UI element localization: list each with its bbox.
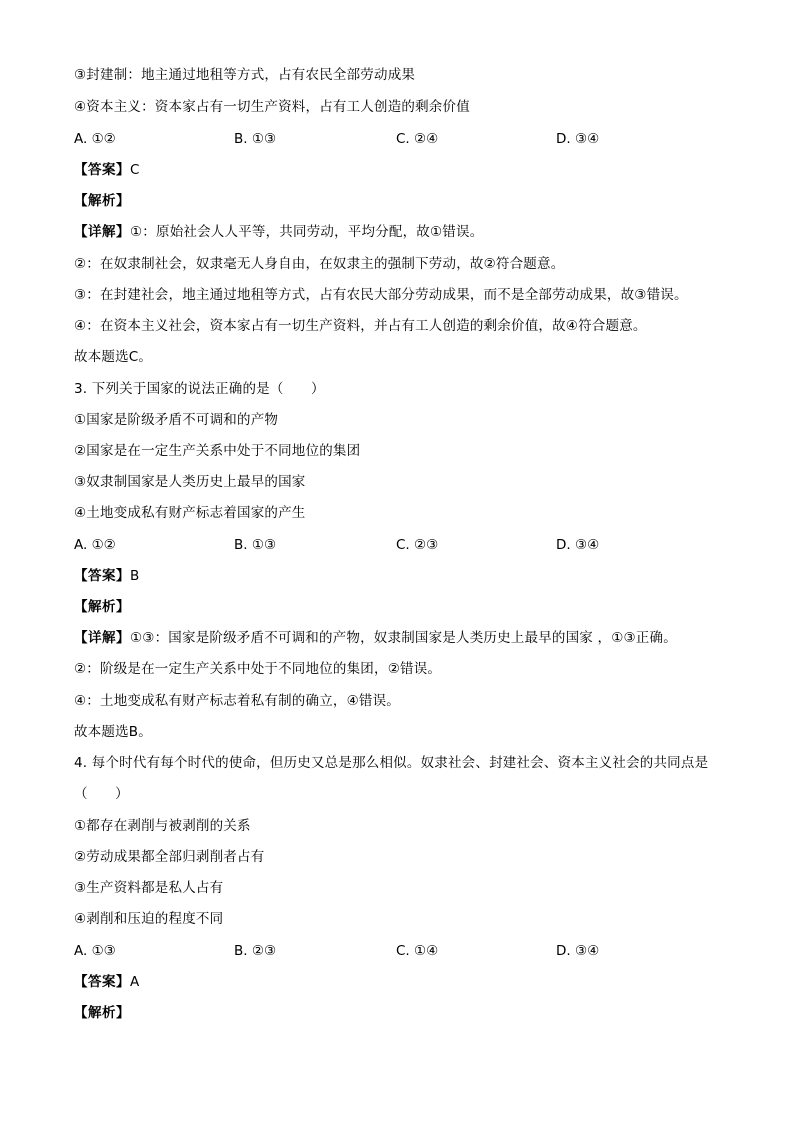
detail-text: ①③：国家是阶级矛盾不可调和的产物，奴隶制国家是人类历史上最早的国家 ，①③正确。 xyxy=(130,630,677,646)
q3-item-3: ③奴隶制国家是人类历史上最早的国家 xyxy=(74,474,306,490)
detail-tag: 【详解】 xyxy=(74,630,130,646)
q4-item-4: ④剥削和压迫的程度不同 xyxy=(74,911,224,927)
answer-value: C xyxy=(130,162,140,178)
q3-conclusion: 故本题选B。 xyxy=(74,724,152,740)
q3-stem: 3. 下列关于国家的说法正确的是（ ） xyxy=(74,381,325,397)
q3-detail-3: ④：土地变成私有财产标志着私有制的确立，④错误。 xyxy=(74,693,401,709)
q2-option-d: D. ③④ xyxy=(556,131,600,147)
q2-analysis-tag: 【解析】 xyxy=(74,193,130,209)
q3-item-4: ④土地变成私有财产标志着国家的产生 xyxy=(74,505,306,521)
q2-detail-1 xyxy=(74,223,483,241)
answer-tag: 【答案】 xyxy=(74,162,130,178)
q2-option-c: C. ②④ xyxy=(396,131,439,147)
detail-tag: 【详解】 xyxy=(74,224,130,240)
q4-option-a: A. ①③ xyxy=(74,943,116,959)
answer-value: B xyxy=(130,568,140,584)
q4-option-d: D. ③④ xyxy=(556,943,600,959)
detail-text: ①：原始社会人人平等，共同劳动，平均分配，故①错误。 xyxy=(130,224,484,240)
q2-conclusion: 故本题选C。 xyxy=(74,349,153,365)
q4-item-2: ②劳动成果都全部归剥削者占有 xyxy=(74,849,265,865)
q3-detail-1 xyxy=(74,629,677,647)
q4-option-c: C. ①④ xyxy=(396,943,439,959)
q3-item-1: ①国家是阶级矛盾不可调和的产物 xyxy=(74,412,279,428)
q2-detail-4: ④：在资本主义社会，资本家占有一切生产资料，并占有工人创造的剩余价值，故④符合题意。 xyxy=(74,318,647,334)
q4-analysis-tag: 【解析】 xyxy=(74,1005,130,1021)
q2-option-a: A. ①② xyxy=(74,131,116,147)
q4-item-1: ①都存在剥削与被剥削的关系 xyxy=(74,818,251,834)
q3-analysis-tag: 【解析】 xyxy=(74,599,130,615)
q3-option-a: A. ①② xyxy=(74,537,116,553)
q4-answer xyxy=(74,973,139,991)
q4-stem-cont: （ ） xyxy=(74,786,129,802)
q3-option-b: B. ①③ xyxy=(234,537,277,553)
q2-item-4: ④资本主义：资本家占有一切生产资料，占有工人创造的剩余价值 xyxy=(74,99,470,115)
answer-value: A xyxy=(130,974,140,990)
q3-answer xyxy=(74,567,139,585)
q3-option-c: C. ②③ xyxy=(396,537,439,553)
answer-tag: 【答案】 xyxy=(74,974,130,990)
q3-item-2: ②国家是在一定生产关系中处于不同地位的集团 xyxy=(74,443,361,459)
q2-option-b: B. ①③ xyxy=(234,131,277,147)
q3-option-d: D. ③④ xyxy=(556,537,600,553)
q4-stem: 4. 每个时代有每个时代的使命，但历史又总是那么相似。奴隶社会、封建社会、资本主义社会的共同点是 xyxy=(74,755,709,771)
q2-item-3: ③封建制：地主通过地租等方式，占有农民全部劳动成果 xyxy=(74,67,416,83)
q3-detail-2: ②：阶级是在一定生产关系中处于不同地位的集团，②错误。 xyxy=(74,661,442,677)
q2-detail-3: ③：在封建社会，地主通过地租等方式，占有农民大部分劳动成果，而不是全部劳动成果，故③错误。 xyxy=(74,287,688,303)
q2-answer xyxy=(74,161,140,179)
q4-item-3: ③生产资料都是私人占有 xyxy=(74,880,224,896)
answer-tag: 【答案】 xyxy=(74,568,130,584)
q2-detail-2: ②：在奴隶制社会，奴隶毫无人身自由，在奴隶主的强制下劳动，故②符合题意。 xyxy=(74,256,565,272)
q4-option-b: B. ②③ xyxy=(234,943,277,959)
